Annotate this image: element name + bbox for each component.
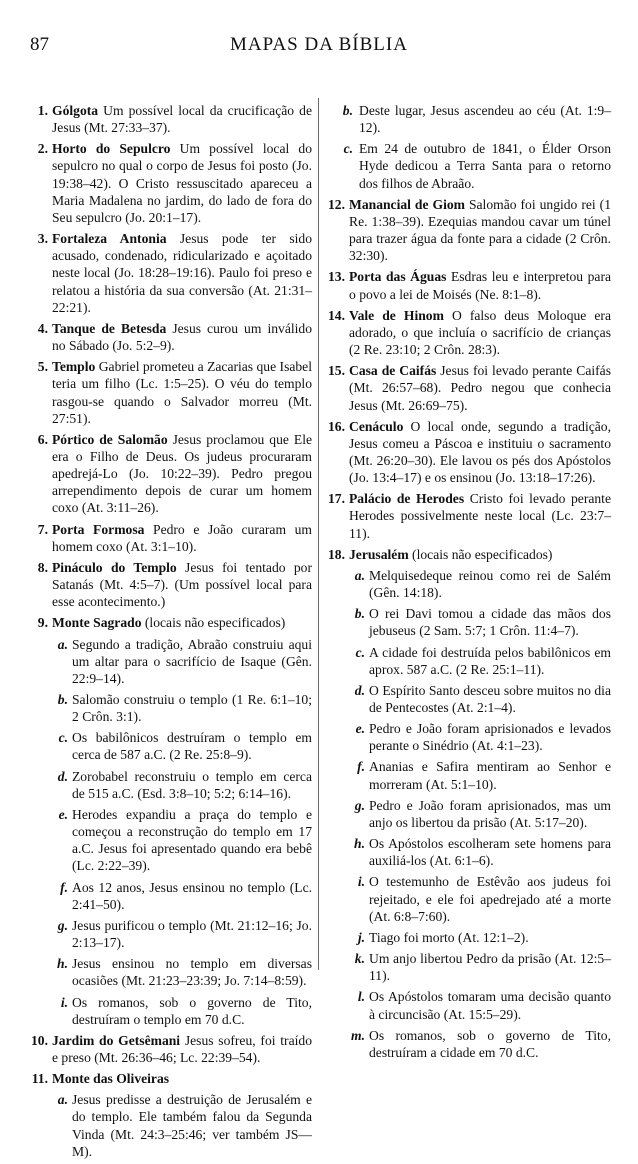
column-divider [318, 98, 319, 970]
sub-item-letter: c. [355, 644, 365, 660]
map-entry [30, 230, 312, 316]
running-title: MAPAS DA BÍBLIA [230, 34, 408, 55]
sub-item-text: Jesus predisse a destruição de Jerusalém e do templo. Ele também falou da Segunda Vinda (Mt. 24:3–25:46; ver também JS—M). [72, 1092, 312, 1159]
entry-number: 7. [37, 521, 48, 537]
sub-item-letter: h. [354, 836, 365, 852]
sub-item [30, 806, 312, 875]
sub-item [327, 102, 611, 136]
map-entry [30, 521, 312, 555]
sub-item [327, 682, 611, 716]
sub-item-letter: c. [343, 141, 353, 157]
sub-item-letter: b. [342, 103, 353, 118]
entry-text: (locais não especificados) [141, 615, 286, 631]
sub-item-text: Herodes expandiu a praça do templo e começou a reconstrução do templo em 17 a.C. Jesus foi apresentado quando era bebê (Lc. 2:22–39). [72, 806, 312, 874]
entry-name: Horto do Sepulcro [52, 141, 171, 157]
entry-number: 15. [328, 363, 345, 379]
sub-item [327, 1027, 611, 1061]
map-entry [30, 431, 312, 517]
sub-item-text: Os romanos, sob o governo de Tito, destruíram o templo em 70 d.C. [72, 994, 312, 1027]
map-entry [327, 418, 611, 487]
sub-item-text: Segundo a tradição, Abraão construiu aqui um altar para o sacrifício de Isaque (Gên. 22:9–14). [72, 636, 312, 686]
sub-item-text: Os Apóstolos tomaram uma decisão quanto à circuncisão (At. 15:5–29). [369, 989, 611, 1022]
sub-item [30, 955, 312, 989]
sub-item-text: Pedro e João foram aprisionados, mas um anjo os libertou da prisão (At. 5:17–20). [369, 797, 611, 830]
sub-item [327, 758, 611, 792]
sub-item [327, 644, 611, 678]
entry-name: Palácio de Herodes [349, 491, 465, 507]
sub-item [327, 929, 611, 946]
entry-text: Jesus foi levado perante Caifás (Mt. 26:57–68). Pedro negou que conhecia Jesus (Mt. 26:69–75). [349, 363, 611, 413]
entry-text: O falso deus Moloque era adorado, o que incluía o sacrifício de crianças (2 Re. 23:10; 2 Crôn. 28:3). [349, 307, 611, 358]
entry-text: (locais não especificados) [408, 546, 553, 562]
sub-item-letter: i. [60, 994, 68, 1010]
sub-item-letter: e. [355, 721, 365, 737]
sub-item-text: Zorobabel reconstruiu o templo em cerca de 515 a.C. (Esd. 3:8–10; 5:2; 6:14–16). [72, 768, 312, 801]
page-number: 87 [30, 34, 49, 55]
sub-item-letter: l. [357, 989, 365, 1005]
sub-item-text: A cidade foi destruída pelos babilônicos em aprox. 587 a.C. (2 Re. 25:1–11). [369, 644, 611, 677]
entry-name: Casa de Caifás [349, 363, 437, 379]
map-entry [30, 614, 312, 631]
entry-name: Monte das Oliveiras [52, 1071, 170, 1087]
sub-item [30, 1091, 312, 1160]
sub-item [30, 917, 312, 951]
sub-item-text: O testemunho de Estêvão aos judeus foi rejeitado, e ele foi apedrejado até a morte (At. 6:8–7:60). [369, 874, 611, 924]
map-entry [30, 102, 312, 136]
sub-item-letter: a. [354, 567, 365, 583]
map-entry [30, 559, 312, 610]
map-entry [327, 490, 611, 541]
entry-name: Porta das Águas [349, 269, 447, 285]
entry-number: 13. [328, 269, 345, 285]
sub-item [327, 988, 611, 1022]
sub-item [327, 797, 611, 831]
entry-text: Jesus pode ter sido acusado, condenado, ridicularizado e açoitado neste local (Jo. 18:28–19:16). Paulo foi preso e relatou a história da sua conversão (At. 21:31–22:21). [52, 231, 312, 315]
sub-item-text: Os babilônicos destruíram o templo em cerca de 587 a.C. (2 Re. 25:8–9). [72, 730, 312, 763]
sub-item-letter: d. [354, 682, 365, 698]
entry-text: Um possível local da crucificação de Jesus (Mt. 27:33–37). [52, 103, 312, 136]
entry-number: 18. [328, 546, 345, 562]
map-entry [30, 1032, 312, 1066]
sub-item-letter: m. [351, 1027, 365, 1043]
sub-item-text: O rei Davi tomou a cidade das mãos dos jebuseus (2 Sam. 5:7; 1 Crôn. 11:4–7). [369, 606, 611, 639]
sub-item-letter: d. [57, 768, 68, 784]
sub-item-text: Os romanos, sob o governo de Tito, destruíram a cidade em 70 d.C. [369, 1027, 611, 1060]
sub-item [30, 636, 312, 687]
sub-item-text: Em 24 de outubro de 1841, o Élder Orson Hyde dedicou a Terra Santa para o retorno dos filhos de Abraão. [359, 141, 611, 191]
entry-number: 6. [37, 431, 48, 447]
sub-item [327, 950, 611, 984]
sub-item-letter: i. [357, 874, 365, 890]
sub-item [30, 994, 312, 1028]
entry-number: 3. [37, 231, 48, 247]
entry-name: Pináculo do Templo [52, 559, 177, 575]
entry-text: Jesus foi tentado por Satanás (Mt. 4:5–7). (Um possível local para esse acontecimento.) [52, 559, 312, 610]
sub-item-text: Um anjo libertou Pedro da prisão (At. 12:5–11). [369, 951, 611, 984]
entry-text: Jesus proclamou que Ele era o Filho de Deus. Os judeus procuraram apedrejá-Lo (Jo. 10:22–39). Pedro pregou arrependimento depois de curar um homem coxo (At. 3:11–26). [52, 431, 313, 516]
entry-number: 16. [328, 418, 345, 434]
entry-number: 4. [37, 320, 48, 336]
sub-item [30, 691, 312, 725]
sub-item [30, 768, 312, 802]
map-entry [327, 546, 611, 563]
entry-number: 5. [37, 359, 48, 375]
sub-item-letter: k. [354, 951, 365, 967]
entry-number: 14. [328, 307, 345, 323]
sub-item-letter: f. [60, 879, 68, 895]
sub-item-letter: b. [57, 692, 68, 707]
entry-text: Esdras leu e interpretou para o povo a lei de Moisés (Ne. 8:1–8). [349, 269, 611, 302]
entry-number: 2. [37, 141, 48, 157]
sub-item [30, 879, 312, 913]
sub-item-text: Jesus ensinou no templo em diversas ocasiões (Mt. 21:23–23:39; Jo. 7:14–8:59). [72, 956, 312, 989]
sub-item-letter: h. [57, 956, 68, 972]
map-entry [30, 1070, 312, 1087]
sub-item-letter: b. [354, 606, 365, 622]
sub-item-letter: e. [58, 806, 68, 822]
sub-item-text: Tiago foi morto (At. 12:1–2). [369, 929, 529, 945]
sub-item-text: Salomão construiu o templo (1 Re. 6:1–10; 2 Crôn. 3:1). [72, 692, 312, 725]
entry-name: Gólgota [52, 103, 99, 118]
entry-text: Um possível local do sepulcro no qual o corpo de Jesus foi posto (Jo. 19:38–42). O Cristo ressuscitado apareceu a Maria Madalena no jardim, do lado de fora do Seu sepulcro (Jo. 20:1–17). [52, 141, 312, 225]
sub-item [327, 605, 611, 639]
entry-name: Cenáculo [349, 418, 404, 434]
entry-name: Fortaleza Antonia [52, 231, 167, 247]
entry-text: O local onde, segundo a tradição, Jesus comeu a Páscoa e instituiu o sacramento (Mt. 26:20–30). Ele lavou os pés dos Apóstolos (Jo. 13:4–17) e os ensinou (Jo. 13:18–17:26). [349, 418, 611, 486]
entry-name: Tanque de Betesda [52, 320, 167, 336]
entry-number: 11. [31, 1071, 48, 1087]
sub-item-letter: a. [57, 636, 68, 652]
entry-name: Manancial de Giom [349, 196, 465, 212]
entry-name: Templo [52, 359, 96, 375]
entry-text: Cristo foi levado perante Herodes possivelmente neste local (Lc. 23:7–11). [349, 491, 611, 541]
map-entry [30, 358, 312, 427]
map-entry [327, 196, 611, 265]
map-entry [327, 307, 611, 358]
sub-item-text: Aos 12 anos, Jesus ensinou no templo (Lc. 2:41–50). [72, 879, 312, 912]
entry-text: Jesus curou um inválido no Sábado (Jo. 5:2–9). [52, 320, 312, 354]
entry-name: Jardim do Getsêmani [52, 1032, 181, 1048]
sub-item [327, 720, 611, 754]
map-entry [30, 140, 312, 226]
entry-text: Pedro e João curaram um homem coxo (At. 3:1–10). [52, 521, 312, 554]
page-header [30, 34, 608, 60]
map-entry [327, 362, 611, 413]
sub-item [327, 835, 611, 869]
sub-item-text: O Espírito Santo desceu sobre muitos no dia de Pentecostes (At. 2:1–4). [369, 682, 611, 715]
sub-item-text: Pedro e João foram aprisionados e levados perante o Sinédrio (At. 4:1–23). [369, 721, 611, 754]
entry-text: Gabriel prometeu a Zacarias que Isabel teria um filho (Lc. 1:5–25). O véu do templo rasgou-se quando o Salvador morreu (Mt. 27:51). [52, 359, 312, 426]
sub-item [30, 729, 312, 763]
sub-item-text: Melquisedeque reinou como rei de Salém (Gên. 14:18). [369, 567, 611, 601]
entry-number: 8. [37, 559, 48, 575]
entry-text: Jesus sofreu, foi traído e preso (Mt. 26:36–46; Lc. 22:39–54). [52, 1032, 312, 1065]
sub-item-text: Deste lugar, Jesus ascendeu ao céu (At. 1:9–12). [359, 103, 611, 136]
entry-number: 1. [37, 103, 48, 118]
sub-item-letter: g. [354, 797, 365, 813]
sub-item [327, 873, 611, 924]
map-entry [327, 268, 611, 302]
entry-name: Vale de Hinom [349, 307, 444, 323]
sub-item-text: Os Apóstolos escolheram sete homens para auxiliá-los (At. 6:1–6). [369, 836, 611, 869]
entry-number: 12. [328, 196, 345, 212]
right-column [327, 102, 611, 1065]
map-entry [30, 320, 312, 354]
sub-item-text: Jesus purificou o templo (Mt. 21:12–16; Jo. 2:13–17). [72, 917, 312, 951]
sub-item-text: Ananias e Safira mentiram ao Senhor e morreram (At. 5:1–10). [369, 759, 611, 792]
left-column [30, 102, 312, 1164]
sub-item-letter: g. [57, 917, 68, 933]
sub-item [327, 567, 611, 601]
entry-name: Monte Sagrado [52, 615, 142, 631]
sub-item [327, 140, 611, 191]
entry-name: Porta Formosa [52, 521, 145, 537]
sub-item-letter: j. [357, 929, 365, 945]
entry-number: 10. [31, 1032, 48, 1048]
entry-name: Jerusalém [349, 546, 409, 562]
sub-item-letter: c. [58, 730, 68, 746]
entry-name: Pórtico de Salomão [52, 431, 168, 447]
sub-item-letter: f. [357, 759, 365, 775]
entry-number: 17. [328, 491, 345, 507]
entry-text: Salomão foi ungido rei (1 Re. 1:38–39). Ezequias mandou cavar um túnel para trazer água da fonte para a cidade (2 Crôn. 32:30). [349, 196, 611, 264]
entry-number: 9. [37, 615, 48, 631]
sub-item-letter: a. [57, 1092, 68, 1108]
